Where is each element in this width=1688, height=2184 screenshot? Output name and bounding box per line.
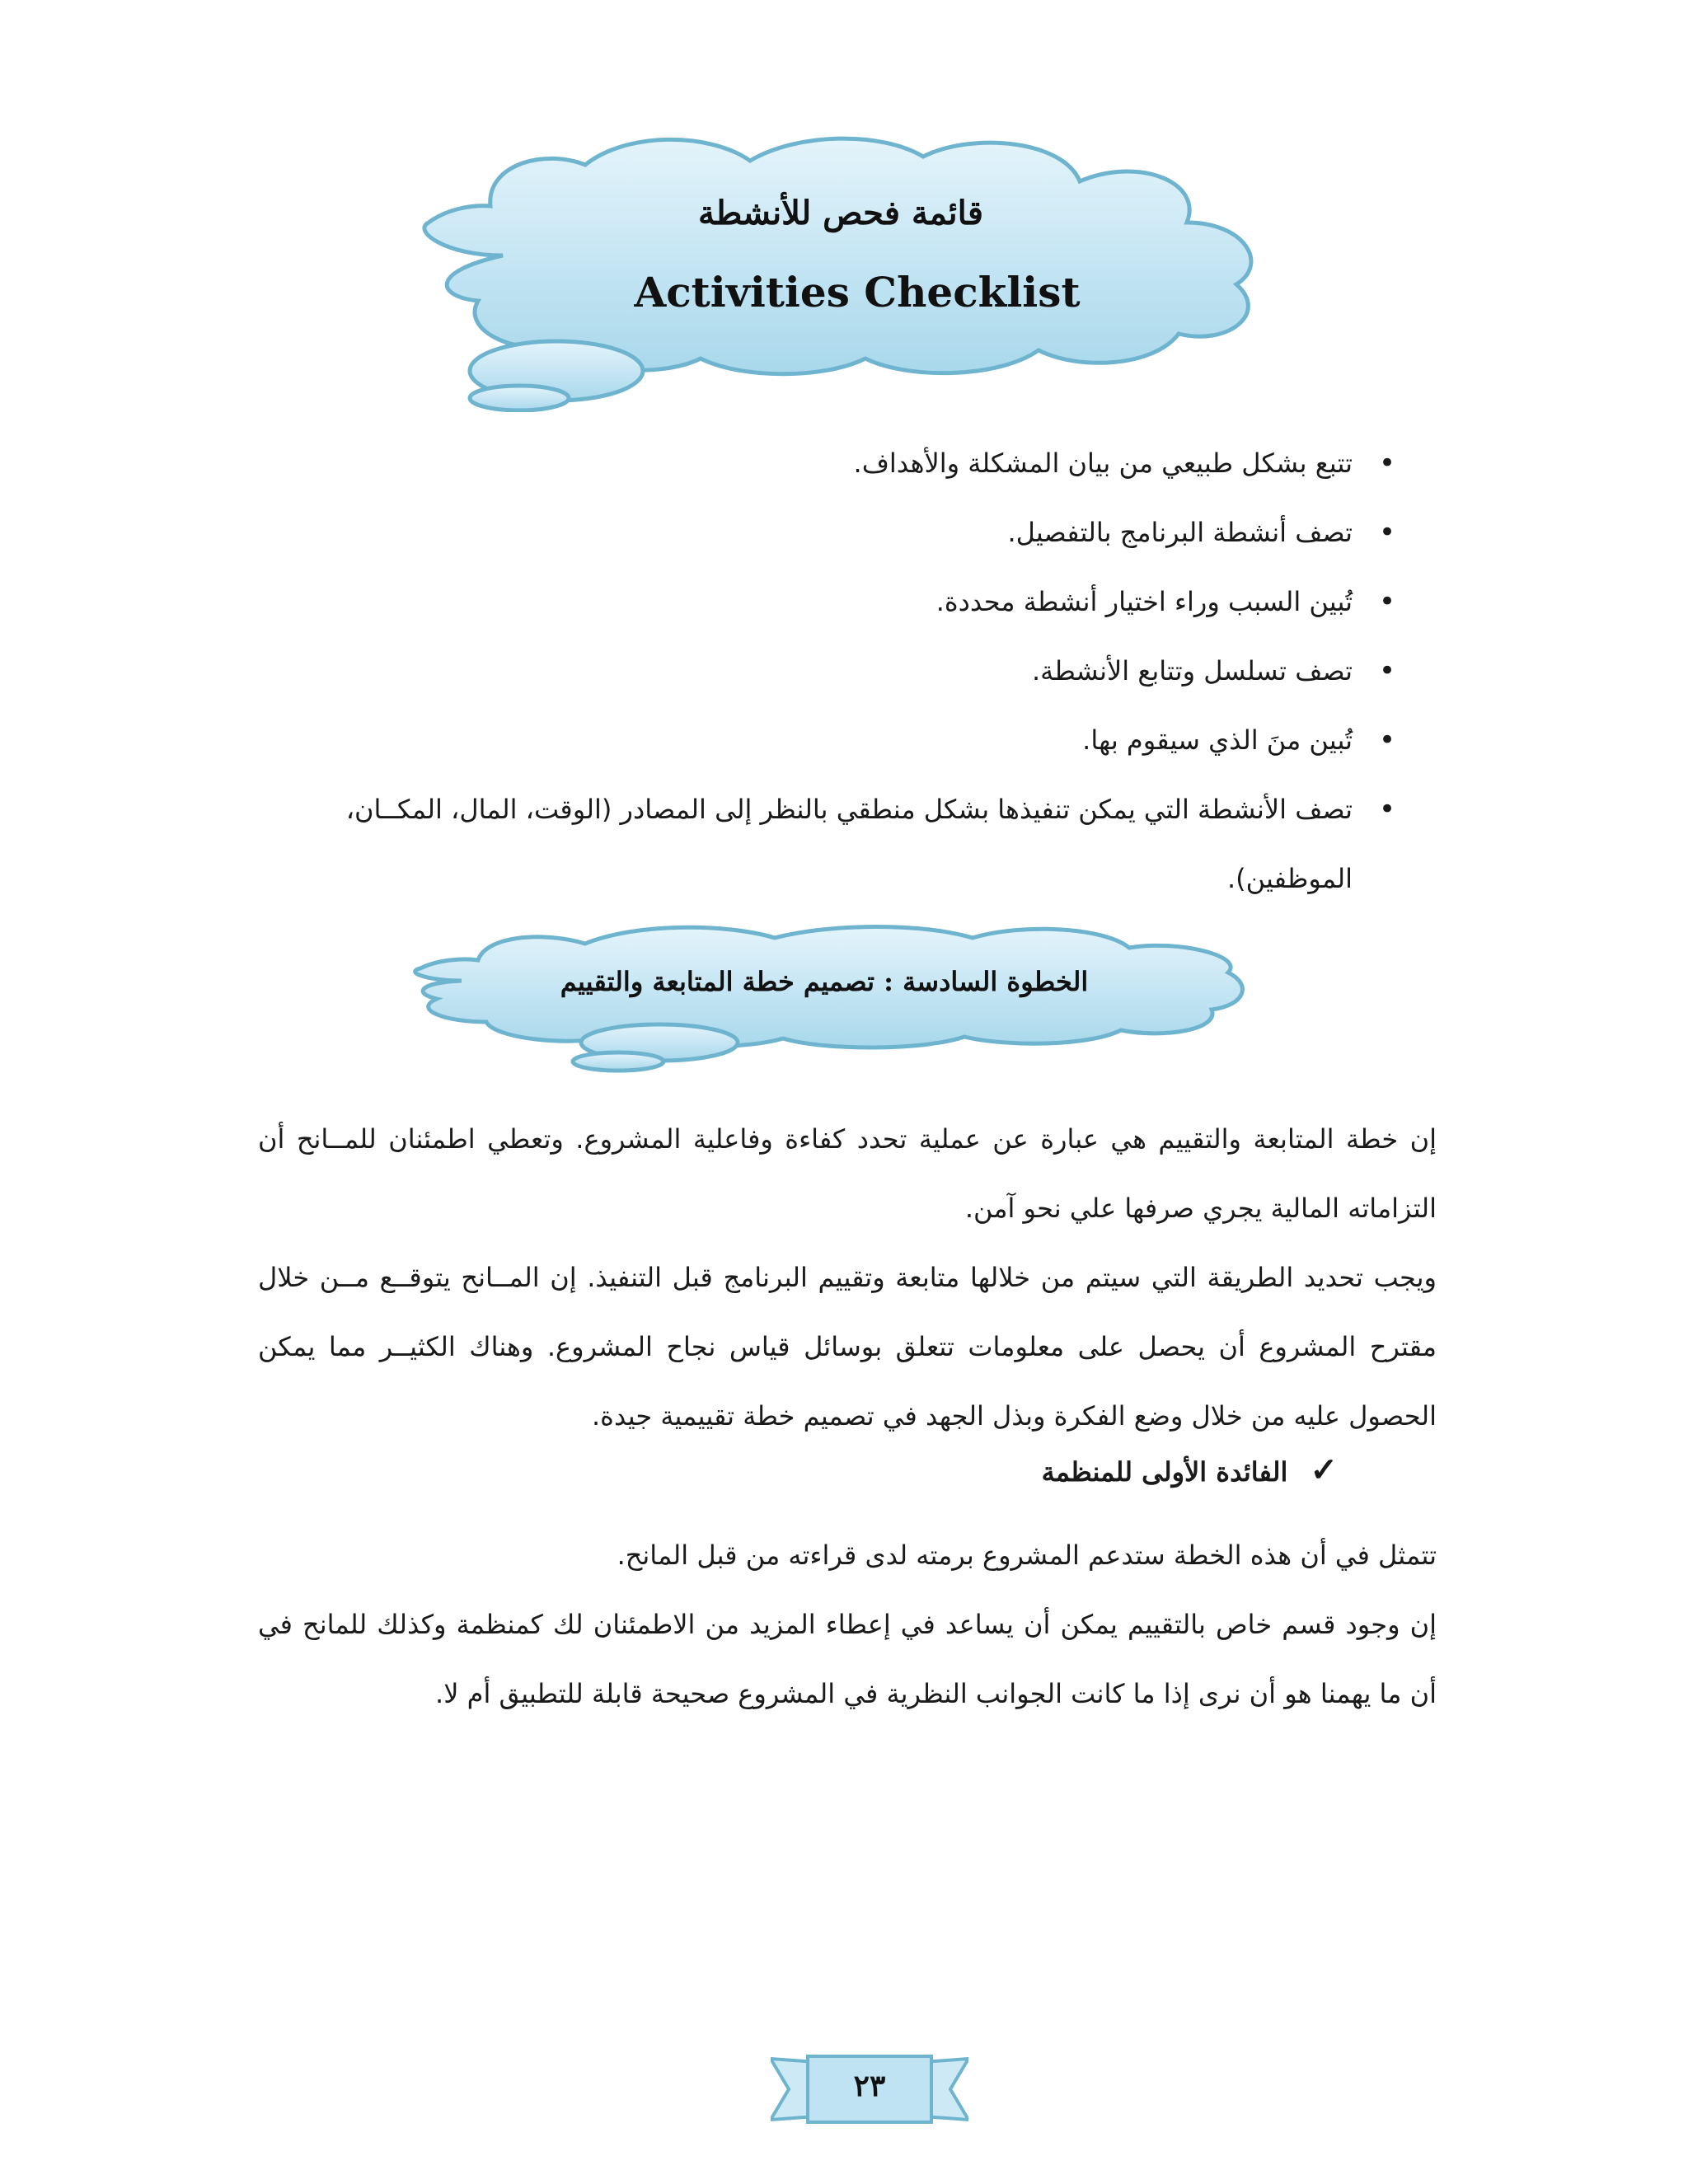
paragraph: ويجب تحديد الطريقة التي سيتم من خلالها متابعة وتقييم البرنامج قبل التنفيذ. إن المــانح يتوقــع مــن خلال مقترح المشروع أن يحصل على معلومات تتعلق بوسائل قياس نجاح المشروع. وهناك الكثيــر مما يمكن الحصول عليه من خلال وضع الفكرة وبذل الجهد في تصميم خطة تقييمية جيدة.	[258, 1262, 1437, 1432]
checklist-item: • تصف أنشطة البرنامج بالتفصيل.	[266, 498, 1395, 567]
first-benefit-heading	[1042, 1451, 1338, 1489]
checklist-item: • تصف الأنشطة التي يمكن تنفيذها بشكل منطقي بالنظر إلى المصادر (الوقت، المال، المكــان، الموظفين).	[266, 775, 1395, 913]
step-six-title: الخطوة السادسة : تصميم خطة المتابعة والتقييم	[560, 966, 1089, 997]
checklist-item: • تتبع بشكل طبيعي من بيان المشكلة والأهداف.	[266, 429, 1395, 498]
paragraph: إن خطة المتابعة والتقييم هي عبارة عن عملية تحدد كفاءة وفاعلية المشروع. وتعطي اطمئنان للمــانح أن التزاماته المالية يجري صرفها علي نحو آمن.	[258, 1123, 1437, 1224]
page-number: ٢٣	[853, 2069, 886, 2103]
checklist-title-english: Activities Checklist	[634, 268, 1081, 316]
checklist-title-arabic: قائمة فحص للأنشطة	[698, 194, 983, 232]
cloud-shape	[396, 923, 1253, 1076]
monitoring-paragraphs	[258, 1104, 1437, 1451]
paragraph: تتمثل في أن هذه الخطة ستدعم المشروع برمته لدى قراءته من قبل المانح.	[617, 1540, 1437, 1571]
step-cloud	[396, 923, 1253, 1076]
activities-checklist	[266, 429, 1395, 913]
benefit-paragraphs	[258, 1521, 1437, 1728]
benefit-heading-text: الفائدة الأولى للمنظمة	[1041, 1456, 1288, 1488]
checklist-item: • تُبين منَ الذي سيقوم بها.	[266, 705, 1395, 775]
checklist-item: • تصف تسلسل وتتابع الأنشطة.	[266, 636, 1395, 705]
checklist-item: • تُبين السبب وراء اختيار أنشطة محددة.	[266, 567, 1395, 636]
paragraph: إن وجود قسم خاص بالتقييم يمكن أن يساعد في إعطاء المزيد من الاطمئنان لك كمنظمة وكذلك للمانح في أن ما يهمنا هو أن نرى إذا ما كانت الجوانب النظرية في المشروع صحيحة قابلة للتطبيق أم لا.	[258, 1609, 1437, 1709]
checkmark-icon: ✓	[1310, 1451, 1338, 1489]
page-number-banner	[771, 2044, 968, 2135]
header-cloud	[412, 132, 1269, 412]
